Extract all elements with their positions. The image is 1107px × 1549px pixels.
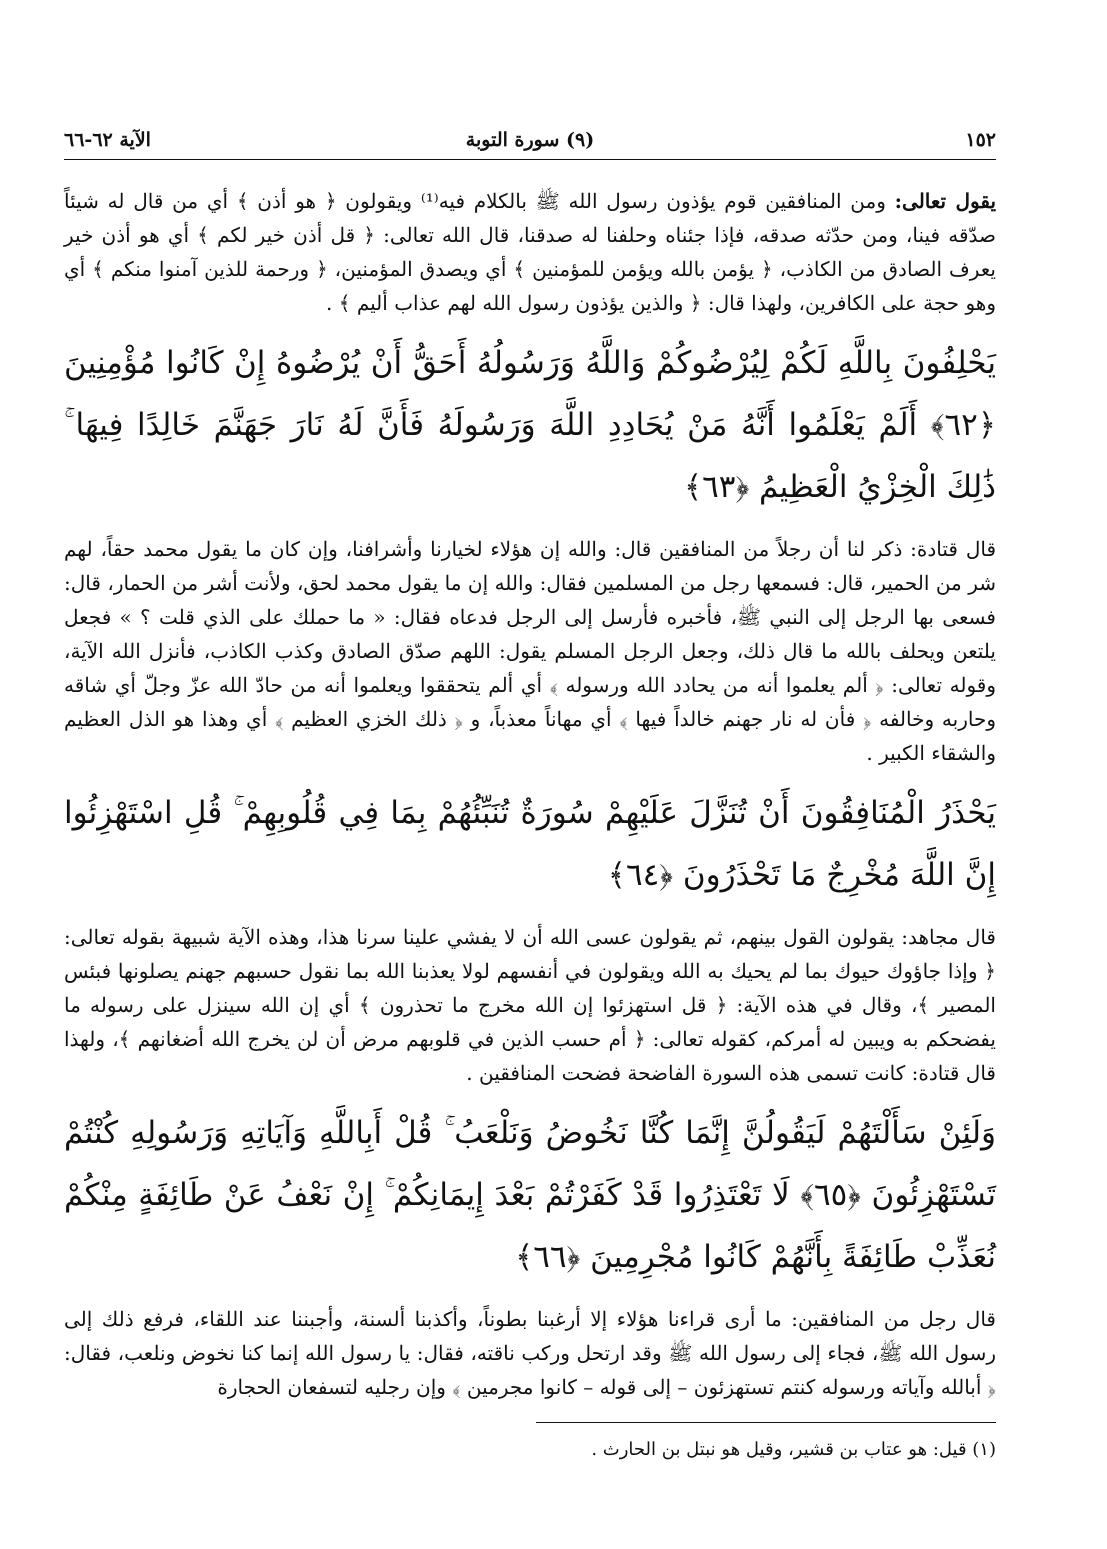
commentary-paragraph — [64, 184, 996, 320]
surah-title: (٩) سورة التوبة — [465, 129, 595, 151]
commentary-paragraph — [64, 1302, 996, 1404]
ayah-range: الآية ٦٢-٦٦ — [64, 129, 151, 151]
paragraph-text: ومن المنافقين قوم يؤذون رسول الله ﷺ بالكلام فيه⁽¹⁾ ويقولون ﴿ هو أذن ﴾ أي من قال له شيئاً صدّقه فينا، ومن حدّثه صدقه، فإذا جئناه وحلفنا له صدقنا، قال الله تعالى: ﴿ قل أذن خير لكم ﴾ أي هو أذن خير يعرف الصادق من الكاذب، ﴿ يؤمن بالله ويؤمن للمؤمنين ﴾ أي ويصدق المؤمنين، ﴿ ورحمة للذين آمنوا منكم ﴾ أي وهو حجة على الكافرين، ولهذا قال: ﴿ والذين يؤذون رسول الله لهم عذاب أليم ﴾ . — [64, 189, 996, 315]
page — [64, 125, 996, 1465]
footnote: (١) قيل: هو عتاب بن قشير، وقيل هو نبتل بن الحارث . — [591, 1439, 996, 1460]
quran-verse: يَحْذَرُ الْمُنَافِقُونَ أَنْ تُنَزَّلَ عَلَيْهِمْ سُورَةٌ تُنَبِّئُهُمْ بِمَا فِي قُلُوبِهِمْ ۚ قُلِ اسْتَهْزِئُوا إِنَّ اللَّهَ مُخْرِجٌ مَا تَحْذَرُونَ ﴿٦٤﴾ — [64, 795, 996, 893]
page-number: ١٥٢ — [965, 129, 996, 151]
paragraph-text: قال مجاهد: يقولون القول بينهم، ثم يقولون عسى الله أن لا يفشي علينا سرنا هذا، وهذه الآية شبيهة بقوله تعالى: ﴿ وإذا جاؤوك حيوك بما لم يحيك به الله ويقولون في أنفسهم لولا يعذبنا الله بما نقول حسبهم جهنم يصلونها فبئس المصير ﴾، وقال في هذه الآية: ﴿ قل استهزئوا إن الله مخرج ما تحذرون ﴾ أي إن الله سينزل على رسوله ما يفضحكم به ويبين له أمركم، كقوله تعالى: ﴿ أم حسب الذين في قلوبهم مرض أن لن يخرج الله أضغانهم ﴾، ولهذا قال قتادة: كانت تسمى هذه السورة الفاضحة فضحت المنافقين . — [64, 925, 996, 1085]
page-header — [64, 125, 996, 159]
paragraph-text: قال رجل من المنافقين: ما أرى قراءنا هؤلاء إلا أرغبنا بطوناً، وأكذبنا ألسنة، وأجبننا عند اللقاء، فرفع ذلك إلى رسول الله ﷺ، فجاء إلى رسول الله ﷺ وقد ارتحل وركب ناقته، فقال: يا رسول الله إنما كنا نخوض ونلعب، فقال: ﴿ أبالله وآياته ورسوله كنتم تستهزئون – إلى قوله – كانوا مجرمين ﴾ وإن رجليه لتسفعان الحجارة — [64, 1307, 996, 1399]
commentary-paragraph — [64, 920, 996, 1090]
footnote-rule — [536, 1422, 996, 1423]
paragraph-lead: يقول تعالى: — [894, 189, 997, 213]
paragraph-text: قال قتادة: ذكر لنا أن رجلاً من المنافقين قال: والله إن هؤلاء لخيارنا وأشرافنا، وإن كان ما يقول محمد حقاً، لهم شر من الحمير، قال: فسمعها رجل من المسلمين فقال: والله إن ما يقول محمد لحق، ولأنت أشر من الحمار، قال: فسعى بها الرجل إلى النبي ﷺ، فأخبره فأرسل إلى الرجل فدعاه فقال: « ما حملك على الذي قلت ؟ » فجعل يلتعن ويحلف بالله ما قال ذلك، وجعل الرجل المسلم يقول: اللهم صدّق الصادق وكذب الكاذب، فأنزل الله الآية، وقوله تعالى: ﴿ ألم يعلموا أنه من يحادد الله ورسوله ﴾ أي ألم يتحققوا ويعلموا أنه من حادّ الله عزّ وجلّ أي شاقه وحاربه وخالفه ﴿ فأن له نار جهنم خالداً فيها ﴾ أي مهاناً معذباً، و ﴿ ذلك الخزي العظيم ﴾ أي وهذا هو الذل العظيم والشقاء الكبير . — [64, 537, 996, 765]
quran-verse: يَحْلِفُونَ بِاللَّهِ لَكُمْ لِيُرْضُوكُمْ وَاللَّهُ وَرَسُولُهُ أَحَقُّ أَنْ يُرْضُوهُ إِنْ كَانُوا مُؤْمِنِينَ ﴿٦٢﴾ أَلَمْ يَعْلَمُوا أَنَّهُ مَنْ يُحَادِدِ اللَّهَ وَرَسُولَهُ فَأَنَّ لَهُ نَارَ جَهَنَّمَ خَالِدًا فِيهَا ۚ ذَٰلِكَ الْخِزْيُ الْعَظِيمُ ﴿٦٣﴾ — [64, 345, 996, 505]
commentary-paragraph — [64, 532, 996, 770]
quran-verse: وَلَئِنْ سَأَلْتَهُمْ لَيَقُولُنَّ إِنَّمَا كُنَّا نَخُوضُ وَنَلْعَبُ ۚ قُلْ أَبِاللَّهِ وَآيَاتِهِ وَرَسُولِهِ كُنْتُمْ تَسْتَهْزِئُونَ ﴿٦٥﴾ لَا تَعْتَذِرُوا قَدْ كَفَرْتُمْ بَعْدَ إِيمَانِكُمْ ۚ إِنْ نَعْفُ عَنْ طَائِفَةٍ مِنْكُمْ نُعَذِّبْ طَائِفَةً بِأَنَّهُمْ كَانُوا مُجْرِمِينَ ﴿٦٦﴾ — [64, 1115, 996, 1275]
